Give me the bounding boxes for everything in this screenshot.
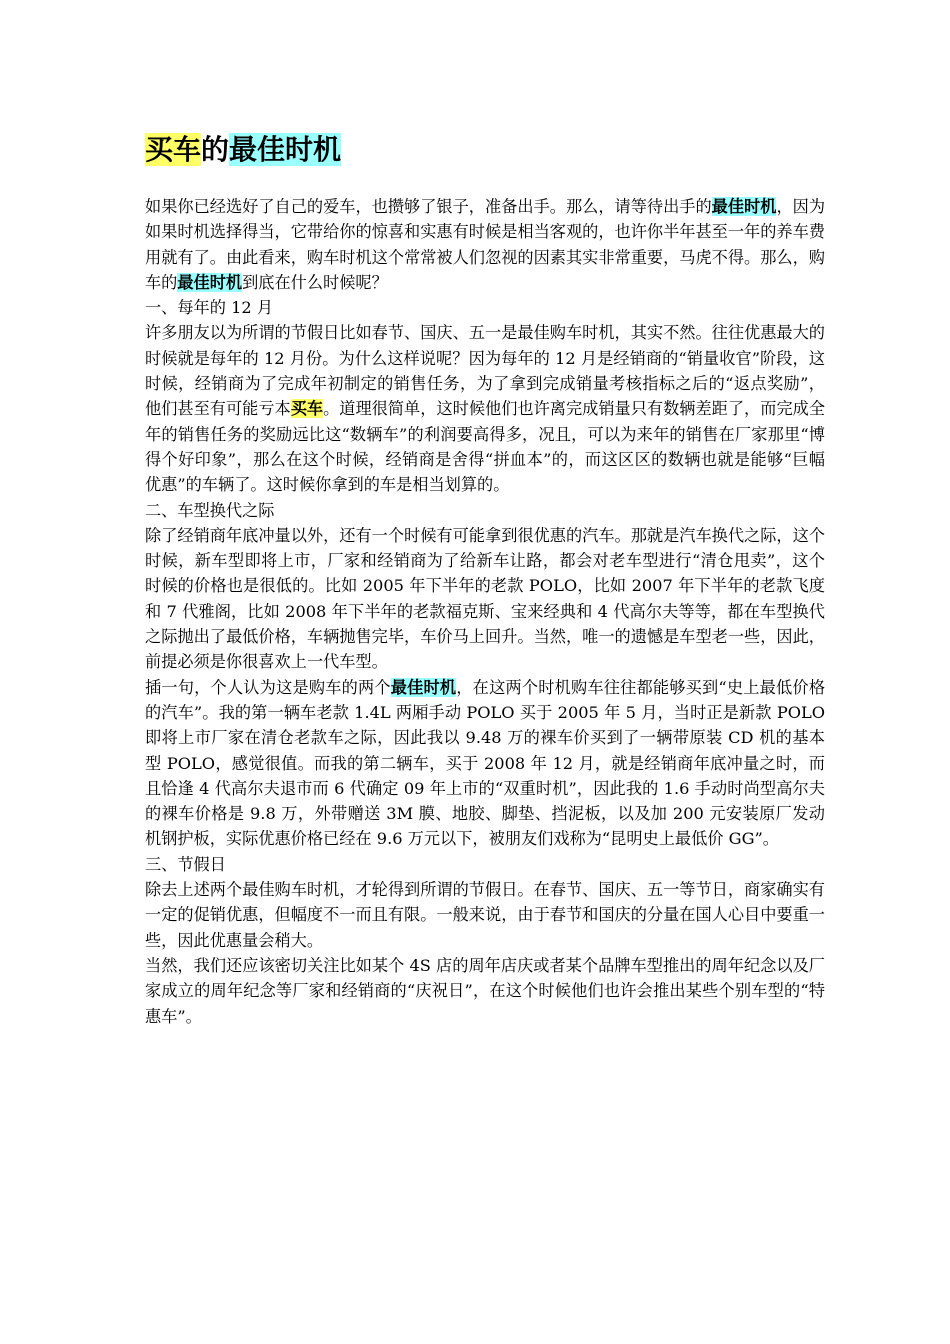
intro-paragraph — [145, 194, 825, 295]
section-heading-december: 一、每年的 12 月 — [145, 298, 274, 318]
document-title — [145, 128, 825, 172]
personal-note-paragraph — [145, 675, 825, 852]
intro-text-a: 如果你已经选好了自己的爱车，也攒够了银子，准备出手。那么，请等待出手的 — [145, 197, 712, 216]
intro-text-b: ，因为如果时机选择得当，它带给你的惊喜和实惠有时候是相当客观的，也许你半年甚至一年的养车费用就有了。由此看来，购车时机这个常常被人们忽视的因素其实非常重要，马虎不得。那么，购车的 — [145, 197, 826, 292]
december-text-b: 。道理很简单，这时候他们也许离完成销量只有数辆差距了，而完成全年的销售任务的奖励远比这“数辆车”的利润要高得多，况且，可以为来年的销售在厂家那里“博得个好印象”，那么在这个时候，经销商是舍得“拼血本”的，而这区区的数辆也就是能够“巨幅优惠”的车辆了。这时候你拿到的车是相当划算的。 — [145, 399, 826, 495]
section-heading-holidays: 三、节假日 — [145, 854, 226, 874]
keyword-buy-car: 买车 — [290, 399, 324, 419]
title-keyword-buy-car: 买车 — [145, 133, 202, 166]
model-change-paragraph: 除了经销商年底冲量以外，还有一个时候有可能拿到很优惠的汽车。那就是汽车换代之际，这个时候，新车型即将上市，厂家和经销商为了给新车让路，都会对老车型进行“清仓甩卖”，这个时候的价格也是很低的。比如 2005 年下半年的老款 POLO，比如 2007 年下半年的老款飞度和 7 代雅阁，比如 2008 年下半年的老款福克斯、宝来经典和 4 代高尔夫等等，都在车型换代之际抛出了最低价格，车辆抛售完毕，车价马上回升。当然，唯一的遗憾是车型老一些，因此，前提必须是你很喜欢上一代车型。 — [145, 525, 825, 672]
document-page — [145, 128, 825, 1029]
keyword-best-time: 最佳时机 — [711, 197, 777, 216]
keyword-best-time: 最佳时机 — [177, 272, 243, 292]
keyword-best-time: 最佳时机 — [390, 677, 457, 697]
personal-note-text-a: 插一句，个人认为这是购车的两个 — [145, 677, 391, 697]
title-keyword-best-time: 最佳时机 — [229, 133, 342, 166]
title-connector: 的 — [201, 133, 230, 166]
closing-paragraph: 当然，我们还应该密切关注比如某个 4S 店的周年店庆或者某个品牌车型推出的周年纪念以及厂家成立的周年纪念等厂家和经销商的“庆祝日”，在这个时候他们也许会推出某些个别车型的“特惠车”。 — [145, 955, 825, 1026]
personal-note-text-b: ，在这两个时机购车往往都能够买到“史上最低价格的汽车”。我的第一辆车老款 1.4L 两厢手动 POLO 买于 2005 年 5 月，当时正是新款 POLO 即将上市厂家在清仓老款车之际，因此我以 9.48 万的裸车价买到了一辆带原装 CD 机的基本型 POLO，感觉很值。而我的第二辆车，买于 2008 年 12 月，就是经销商年底冲量之时，而且恰逢 4 代高尔夫退市而 6 代确定 09 年上市的“双重时机”，因此我的 1.6 手动时尚型高尔夫的裸车价格是 9.8 万，外带赠送 3M 膜、地胶、脚垫、挡泥板，以及加 200 元安装原厂发动机钢护板，实际优惠价格已经在 9.6 万元以下，被朋友们戏称为“昆明史上最低价 GG”。 — [145, 677, 826, 849]
holidays-paragraph: 除去上述两个最佳购车时机，才轮得到所谓的节假日。在春节、国庆、五一等节日，商家确实有一定的促销优惠，但幅度不一而且有限。一般来说，由于春节和国庆的分量在国人心目中要重一些，因此优惠量会稍大。 — [145, 880, 825, 950]
section-heading-model-change: 二、车型换代之际 — [145, 500, 275, 520]
intro-text-c: 到底在什么时候呢？ — [242, 272, 388, 292]
december-paragraph — [145, 320, 825, 497]
december-text-a: 许多朋友以为所谓的节假日比如春节、国庆、五一是最佳购车时机，其实不然。往往优惠最大的时候就是每年的 12 月份。为什么这样说呢？因为每年的 12 月是经销商的“销量收官”阶段，这时候，经销商为了完成年初制定的销售任务，为了拿到完成销量考核指标之后的“返点奖励”，他们甚至有可能亏本 — [145, 323, 825, 419]
